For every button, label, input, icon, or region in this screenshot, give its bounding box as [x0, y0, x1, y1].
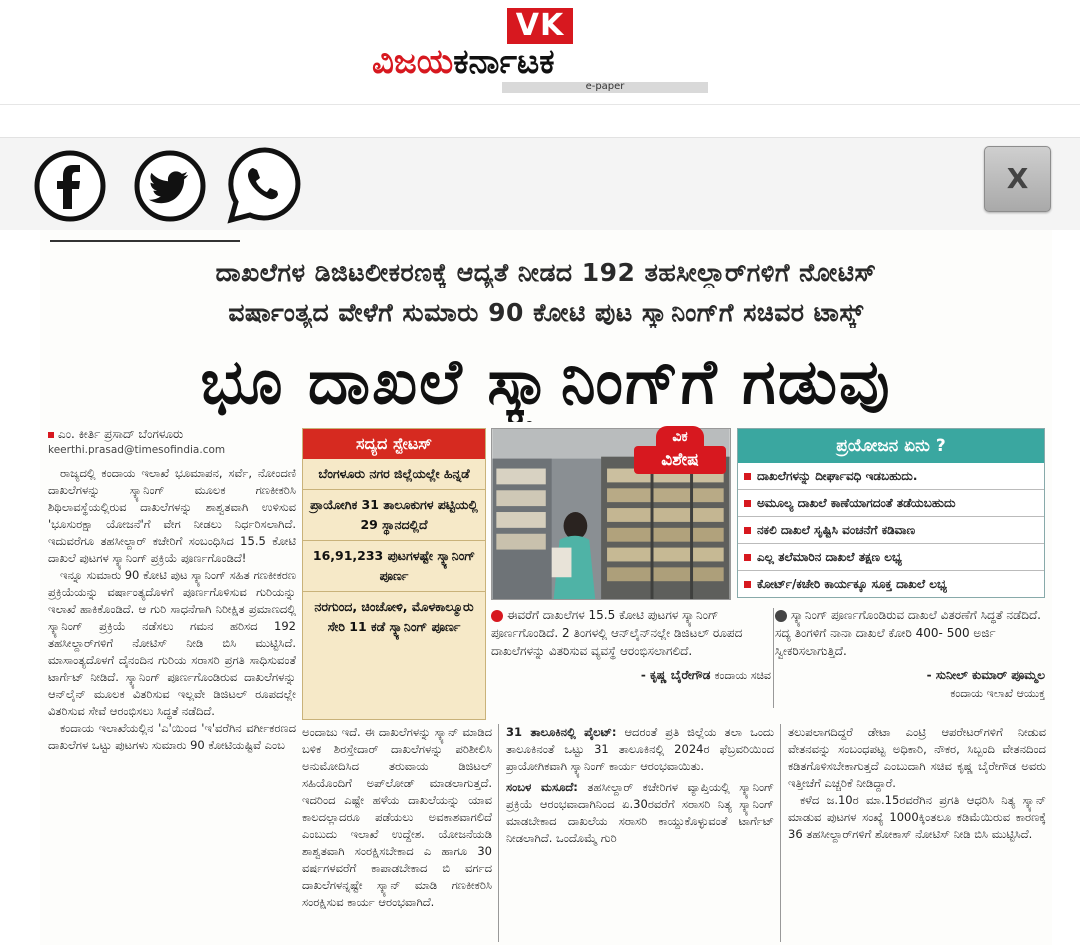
- quote-text: ಈವರೆಗೆ ದಾಖಲೆಗಳ 15.5 ಕೋಟಿ ಪುಟಗಳ ಸ್ಕ್ಯಾನಿಂಗ್ ಪೂರ್ಣಗೊಂಡಿದೆ. 2 ತಿಂಗಳಲ್ಲಿ ಆನ್‌ಲೈನ್‌ನಲ್ಲೇ ಡಿಜಿಟಲ್ ರೂಪದ ದಾಖಲೆಗಳನ್ನು ವಿತರಿಸುವ ವ್ಯವಸ್ಥೆ ಆರಂಭಿಸಲಾಗಲಿದೆ.: [491, 608, 743, 658]
- logo-subtitle: e-paper: [585, 81, 625, 92]
- paragraph-text: ಆದರಂತೆ ಪ್ರತಿ ಜಿಲ್ಲೆಯ ತಲಾ ಒಂದು ತಾಲೂಕಿನಂತೆ ಒಟ್ಟು 31 ತಾಲೂಕಿನಲ್ಲಿ 2024ರ ಫೆಬ್ರವರಿಯಿಂದ ಪ್ರಾಯೋಗಿಕವಾಗಿ ಸ್ಕ್ಯಾನಿಂಗ್ ಕಾರ್ಯ ಆರಂಭವಾಯಿತು.: [506, 725, 774, 773]
- sub-heading: 31 ತಾಲೂಕಿನಲ್ಲಿ ಪೈಲಟ್:: [506, 725, 617, 739]
- paragraph: [506, 779, 774, 847]
- paragraph: ಕಂದಾಯ ಇಲಾಖೆಯಲ್ಲಿನ 'ಎ'ಯಿಂದ 'ಇ'ವರೆಗಿನ ವರ್ಗೀಕರಣದ ದಾಖಲೆಗಳ ಒಟ್ಟು ಪುಟಗಳು ಸುಮಾರು 90 ಕೋಟಿಯಷ್ಟಿವೆ ಎಂಬ: [48, 721, 296, 752]
- article-column-3: [506, 724, 774, 944]
- byline: [48, 426, 296, 442]
- facebook-icon[interactable]: [34, 150, 106, 222]
- article-clipping: [40, 230, 1052, 945]
- byline-email: keerthi.prasad@timesofindia.com: [48, 444, 226, 456]
- status-item: ಪ್ರಾಯೋಗಿಕ 31 ತಾಲೂಕುಗಳ ಪಟ್ಟಿಯಲ್ಲಿ 29 ಸ್ಥಾನದಲ್ಲಿದೆ: [303, 490, 485, 541]
- vijay-karnataka-logo[interactable]: [372, 6, 712, 96]
- status-box-title: ಸದ್ಯದ ಸ್ಟೇಟಸ್: [303, 429, 485, 459]
- minister-quote: [491, 606, 771, 706]
- logo-title: [372, 40, 712, 84]
- twitter-icon[interactable]: [134, 150, 206, 222]
- benefit-item: [738, 517, 1044, 544]
- quote-attribution: [491, 666, 771, 685]
- status-item: ನರಗುಂದ, ಚಿಂಚೋಳಿ, ಮೊಳಕಾಲ್ಮೂರು ಸೇರಿ 11 ಕಡೆ ಸ್ಕ್ಯಾನಿಂಗ್ ಪೂರ್ಣ: [314, 599, 474, 634]
- benefit-text: ನಕಲಿ ದಾಖಲೆ ಸೃಷ್ಟಿಸಿ ವಂಚನೆಗೆ ಕಡಿವಾಣ: [757, 523, 916, 537]
- quote-attribution: [775, 666, 1045, 703]
- quote-role: ಕಂದಾಯ ಸಚಿವ: [714, 669, 771, 682]
- headline: ಭೂ ದಾಖಲೆ ಸ್ಕ್ಯಾನಿಂಗ್‌ಗೆ ಗಡುವು: [200, 345, 892, 418]
- sub-heading: ಸಂಬಳ ಮಸೂದೆ:: [506, 780, 578, 794]
- paragraph-text: ತಹಸೀಲ್ದಾರ್ ಕಚೇರಿಗಳ ವ್ಯಾಪ್ತಿಯಲ್ಲಿ ಸ್ಕ್ಯಾನಿಂಗ್ ಪ್ರಕ್ರಿಯೆ ಆರಂಭವಾದಾಗಿನಿಂದ ಏ.30ರವರೆಗೆ ಸರಾಸರಿ ನಿತ್ಯ ಸ್ಕ್ಯಾನಿಂಗ್ ಮಾಡಬೇಕಾದ ದಾಖಲೆಯ ಸರಾಸರಿ ಕಾಯ್ದುಕೊಳ್ಳುವಂತೆ ಟಾರ್ಗೆಟ್ ನೀಡಲಾಗಿದೆ. ಒಂದೊಮ್ಮೆ ಗುರಿ: [506, 780, 774, 845]
- article-column-4: [788, 724, 1046, 944]
- kicker-line-1: ದಾಖಲೆಗಳ ಡಿಜಿಟಲೀಕರಣಕ್ಕೆ ಆದ್ಯತೆ ನೀಡದ 192 ತಹಸೀಲ್ದಾರ್‌ಗಳಿಗೆ ನೋಟಿಸ್: [215, 258, 877, 287]
- paragraph: ರಾಜ್ಯದಲ್ಲಿ ಕಂದಾಯ ಇಲಾಖೆ ಭೂಮಾಪನ, ಸರ್ವೆ, ನೋಂದಣಿ ದಾಖಲೆಗಳನ್ನು ಸ್ಕ್ಯಾನಿಂಗ್ ಮೂಲಕ ಗಣಕೀಕರಿಸಿ ಶಿಥಿಲಾವಸ್ಥೆಯಲ್ಲಿರುವ ದಾಖಲೆಗಳನ್ನು ಶಾಶ್ವತವಾಗಿ ಉಳಿಸುವ 'ಭೂಸುರಕ್ಷಾ ಯೋಜನೆ'ಗೆ ವೇಗ ನೀಡಲು ನಿರ್ಧರಿಸಲಾಗಿದೆ. ಇದುವರೆಗೂ ತಹಸೀಲ್ದಾರ್ ಕಚೇರಿಗೆ ಸಂಬಂಧಿಸಿದ 15.5 ಕೋಟಿ ದಾಖಲೆ ಪುಟಗಳ ಸ್ಕ್ಯಾನಿಂಗ್ ಪ್ರಕ್ರಿಯೆ ಪೂರ್ಣಗೊಂಡಿದೆ!: [48, 466, 296, 565]
- bullet-icon: [744, 581, 751, 588]
- column-divider: [780, 724, 781, 942]
- quote-marker: [491, 610, 503, 622]
- kicker-line-2: ವರ್ಷಾಂತ್ಯದ ವೇಳೆಗೆ ಸುಮಾರು 90 ಕೋಟಿ ಪುಟ ಸ್ಕ್ಯಾನಿಂಗ್‌ಗೆ ಸಚಿವರ ಟಾಸ್ಕ್: [228, 298, 864, 327]
- status-item: 16,91,233 ಪುಟಗಳಷ್ಟೇ ಸ್ಕ್ಯಾನಿಂಗ್ ಪೂರ್ಣ: [303, 541, 485, 592]
- column-divider: [498, 724, 499, 942]
- top-rule: [50, 240, 240, 242]
- byline-marker: [48, 432, 54, 438]
- byline-text: ಎಂ. ಕೀರ್ತಿ ಪ್ರಸಾದ್ ಬೆಂಗಳೂರು: [58, 427, 184, 441]
- benefit-text: ಕೋರ್ಟ್/ಕಚೇರಿ ಕಾರ್ಯಕ್ಕೂ ಸೂಕ್ತ ದಾಖಲೆ ಲಭ್ಯ: [757, 577, 947, 591]
- bullet-icon: [744, 527, 751, 534]
- benefits-box: [737, 428, 1045, 598]
- status-box: [302, 428, 486, 720]
- commissioner-quote: [775, 606, 1045, 710]
- paragraph: ಅಂದಾಜು ಇದೆ. ಈ ದಾಖಲೆಗಳನ್ನು ಸ್ಕ್ಯಾನ್ ಮಾಡಿದ ಬಳಿಕ ಶಿರಸ್ತೇದಾರ್ ದಾಖಲೆಗಳನ್ನು ಪರಿಶೀಲಿಸಿ ಅನುಮೋದಿಸಿದ ತರುವಾಯ ಡಿಜಿಟಲ್ ಸಹಿಯೊಂದಿಗೆ ಅಪ್‌ಲೋಡ್ ಮಾಡಲಾಗುತ್ತದೆ. ಇದರಿಂದ ಎಷ್ಟೇ ಹಳೆಯ ದಾಖಲೆಯನ್ನು ಯಾವ ಕಾಲದಲ್ಲಾದರೂ ಪಡೆಯಲು ಅವಕಾಶವಾಗಲಿದೆ ಎಂಬುದು ಇಲಾಖೆ ಉದ್ದೇಶ. ಯೋಜನೆಯಡಿ ಶಾಶ್ವತವಾಗಿ ಸಂರಕ್ಷಿಸಬೇಕಾದ ಎ ಹಾಗೂ 30 ವರ್ಷಗಳವರೆಗೆ ಕಾಪಾಡಬೇಕಾದ ಬಿ ವರ್ಗದ ದಾಖಲೆಗಳನ್ನಷ್ಟೇ ಸ್ಕ್ಯಾನ್ ಮಾಡಿ ಗಣಕೀಕರಿಸಿ ಸಂರಕ್ಷಿಸುವ ಕಾರ್ಯ ಆರಂಭವಾಗಿದೆ.: [302, 725, 492, 909]
- vk-special-bottom: ವಿಶೇಷ: [634, 446, 726, 474]
- paragraph: ತಲುಪಲಾಗದಿದ್ದರೆ ಡೇಟಾ ಎಂಟ್ರಿ ಆಪರೇಟರ್‌ಗಳಿಗೆ ನೀಡುವ ವೇತನವನ್ನು ಸಂಬಂಧಪಟ್ಟ ಅಧಿಕಾರಿ, ನೌಕರ, ಸಿಬ್ಬಂದಿ ವೇತನದಿಂದ ಕಡಿತಗೊಳಿಸಬೇಕಾಗುತ್ತದೆ ಎಂಬುದಾಗಿ ಸಚಿವ ಕೃಷ್ಣ ಬೈರೇಗೌಡ ಅವರು ಇತ್ತೀಚೆಗೆ ಎಚ್ಚರಿಕೆ ನೀಡಿದ್ದಾರೆ.: [788, 725, 1046, 790]
- benefit-item: [738, 571, 1044, 598]
- quote-marker: [775, 610, 787, 622]
- paragraph: [506, 724, 774, 775]
- whatsapp-icon[interactable]: [224, 144, 306, 226]
- bullet-icon: [744, 473, 751, 480]
- vk-badge: VK: [507, 8, 573, 44]
- logo-title-black: ಕರ್ನಾಟಕ: [453, 42, 555, 82]
- quote-role: ಕಂದಾಯ ಇಲಾಖೆ ಆಯುಕ್ತ: [950, 687, 1045, 700]
- close-button[interactable]: X: [984, 146, 1051, 212]
- masthead: [0, 0, 1080, 105]
- benefit-item: [738, 490, 1044, 517]
- benefit-text: ಎಲ್ಲ ತಲೆಮಾರಿನ ದಾಖಲೆ ತಕ್ಷಣ ಲಭ್ಯ: [757, 550, 902, 564]
- benefit-text: ಅಮೂಲ್ಯ ದಾಖಲೆ ಕಾಣೆಯಾಗದಂತೆ ತಡೆಯಬಹುದು: [757, 496, 956, 510]
- vk-special-top: ವಿಕ: [656, 426, 704, 448]
- vk-special-label: [634, 426, 726, 478]
- share-bar: [0, 137, 1080, 230]
- column-divider: [773, 608, 774, 708]
- paragraph: ಇನ್ನೂ ಸುಮಾರು 90 ಕೋಟಿ ಪುಟ ಸ್ಕ್ಯಾನಿಂಗ್ ಸಹಿತ ಗಣಕೀಕರಣ ಪ್ರಕ್ರಿಯೆಯನ್ನು ವರ್ಷಾಂತ್ಯದೊಳಗೆ ಪೂರ್ಣಗೊಳಿಸುವ ಗುರಿಯನ್ನು ಇಲಾಖೆ ಹಾಕಿಕೊಂಡಿದೆ. ಆ ಗುರಿ ಸಾಧನೆಗಾಗಿ ನಿರೀಕ್ಷಿತ ಪ್ರಮಾಣದಲ್ಲಿ ಸ್ಕ್ಯಾನಿಂಗ್ ಪ್ರಕ್ರಿಯೆ ನಡೆಸಲು ಗಮನ ಹರಿಸದ 192 ತಹಸೀಲ್ದಾರ್‌ಗಳಿಗೆ ನೋಟಿಸ್ ನೀಡಿ ಬಿಸಿ ಮುಟ್ಟಿಸಿದೆ. ಮಾಸಾಂತ್ಯದೊಳಗೆ ದೈನಂದಿನ ಗುರಿಯ ಸರಾಸರಿ ಪ್ರಗತಿ ಸಾಧಿಸುವಂತೆ ಟಾರ್ಗೆಟ್ ನೀಡಿದೆ. ಸ್ಕ್ಯಾನಿಂಗ್ ಪೂರ್ಣಗೊಂಡಿರುವ ದಾಖಲೆಗಳನ್ನು ಆನ್‌ಲೈನ್ ಮೂಲಕ ವಿತರಿಸುವ ಇಲ್ಲವೇ ಡಿಜಿಟಲ್ ರೂಪದಲ್ಲೇ ವಿತರಿಸುವ ಸೇವೆ ಆರಂಭಿಸಲು ಸಿದ್ಧತೆ ನಡೆದಿದೆ.: [48, 568, 296, 718]
- bullet-icon: [744, 554, 751, 561]
- paragraph: ಕಳೆದ ಜ.10ರ ಮಾ.15ರವರೆಗಿನ ಪ್ರಗತಿ ಆಧರಿಸಿ ನಿತ್ಯ ಸ್ಕ್ಯಾನ್ ಮಾಡುವ ಪುಟಗಳ ಸಂಖ್ಯೆ 1000ಕ್ಕಿಂತಲೂ ಕಡಿಮೆಯಿರುವ ಕಾರಣಕ್ಕೆ 36 ತಹಸೀಲ್ದಾರ್‌ಗಳಿಗೆ ಶೋಕಾಸ್ ನೋಟಿಸ್ ನೀಡಿ ಬಿಸಿ ಮುಟ್ಟಿಸಿದೆ.: [788, 793, 1046, 841]
- benefit-item: [738, 544, 1044, 571]
- bullet-icon: [744, 500, 751, 507]
- status-item: ಬೆಂಗಳೂರು ನಗರ ಜಿಲ್ಲೆಯಲ್ಲೇ ಹಿನ್ನಡೆ: [303, 459, 485, 490]
- article-column-1: [48, 426, 296, 941]
- benefit-item: [738, 463, 1044, 490]
- quote-text: ಸ್ಕ್ಯಾನಿಂಗ್ ಪೂರ್ಣಗೊಂಡಿರುವ ದಾಖಲೆ ವಿತರಣೆಗೆ ಸಿದ್ಧತೆ ನಡೆದಿದೆ. ಸದ್ಯ ತಿಂಗಳಿಗೆ ನಾನಾ ದಾಖಲೆ ಕೋರಿ 400- 500 ಅರ್ಜಿ ಸ್ವೀಕರಿಸಲಾಗುತ್ತಿದೆ.: [775, 608, 1042, 658]
- logo-title-red: ವಿಜಯ: [372, 42, 454, 82]
- quote-name: - ಸುನೀಲ್ ಕುಮಾರ್ ಪೂಮ್ಮಲ: [926, 668, 1045, 682]
- benefit-text: ದಾಖಲೆಗಳನ್ನು ದೀರ್ಘಾವಧಿ ಇಡಬಹುದು.: [757, 469, 918, 483]
- article-column-2: [302, 724, 492, 944]
- quote-name: - ಕೃಷ್ಣ ಬೈರೇಗೌಡ: [640, 668, 711, 682]
- benefits-box-title: ಪ್ರಯೋಜನ ಏನು ?: [738, 429, 1044, 463]
